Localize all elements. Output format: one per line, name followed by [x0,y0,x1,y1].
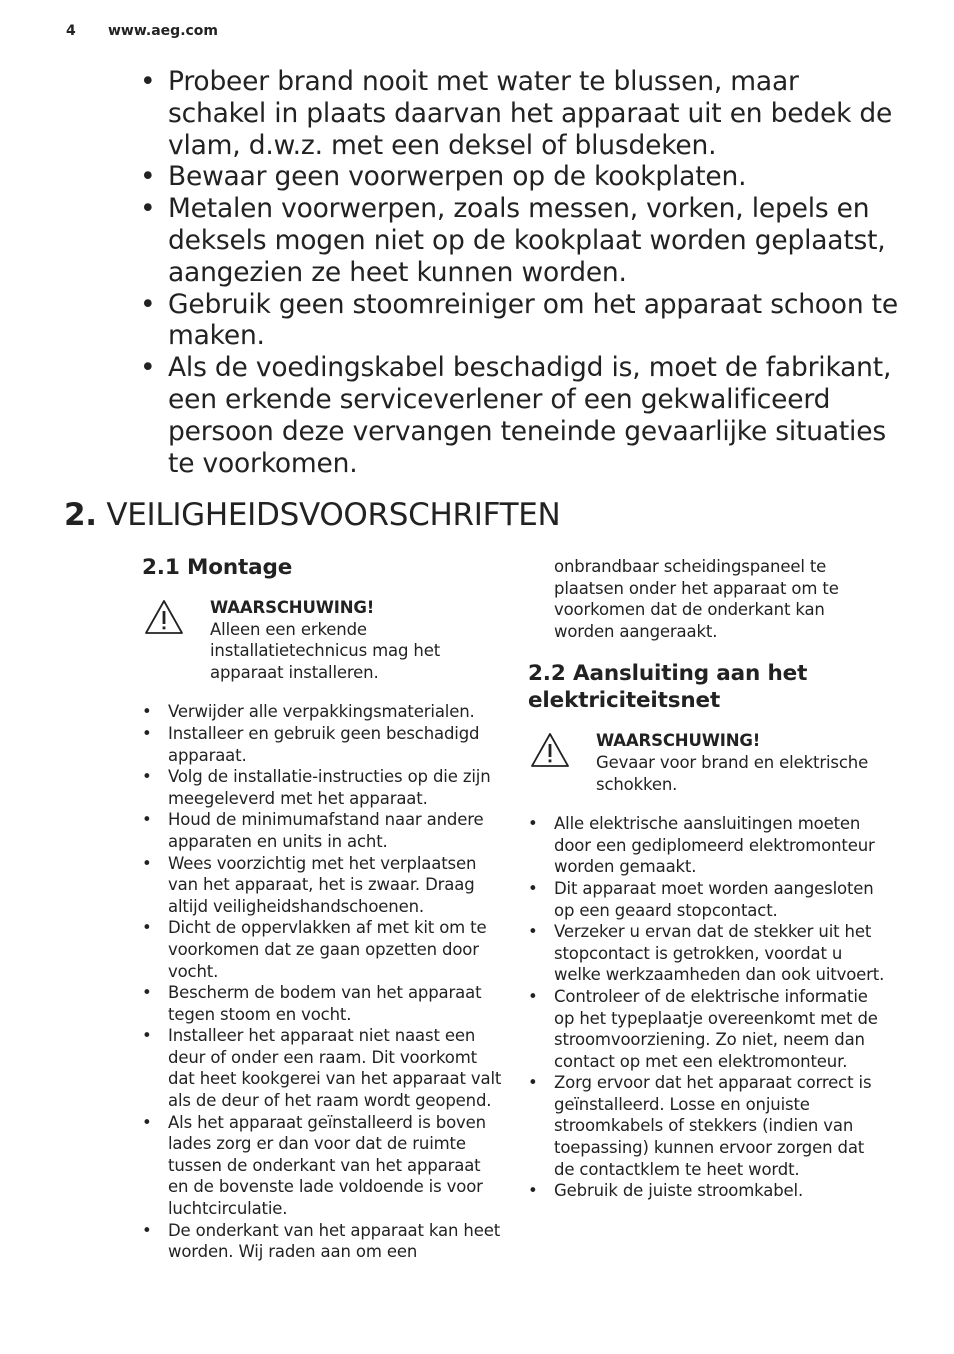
list-item: • Alle elektrische aansluitingen moeten door een gediplomeerd elektromonteur worden gemaakt. [528,813,888,878]
warning-text: Alleen een erkende installatietechnicus mag het apparaat installeren. [210,619,441,682]
section-title: VEILIGHEIDSVOORSCHRIFTEN [106,497,561,533]
list-item: • Dit apparaat moet worden aangesloten op een geaard stopcontact. [528,878,888,921]
list-item: • Bewaar geen voorwerpen op de kookplaten. [140,161,900,193]
montage-heading [142,554,502,581]
left-column [142,554,502,1263]
warning-triangle-icon [144,599,184,635]
warning-title: WAARSCHUWING! [596,731,761,751]
list-item: • De onderkant van het apparaat kan heet worden. Wij raden aan om een [142,1220,502,1263]
list-item: • Gebruik geen stoomreiniger om het apparaat schoon te maken. [140,289,900,353]
list-item: • Verwijder alle verpakkingsmaterialen. [142,701,502,723]
list-item: • Zorg ervoor dat het apparaat correct is geïnstalleerd. Losse en onjuiste stroomkabels of stekkers (indien van toepassing) kunnen ervoor zorgen dat de contactklem te heet wordt. [528,1072,888,1180]
intro-safety-list [140,66,900,479]
website-link[interactable]: www.aeg.com [108,23,219,39]
montage-list [142,701,502,1262]
warning-text: Gevaar voor brand en elektrische schokken. [596,752,869,794]
subsection-number: 2.1 [142,555,180,580]
list-item: • Dicht de oppervlakken af met kit om te voorkomen dat ze gaan opzetten door vocht. [142,917,502,982]
list-item: • Als het apparaat geïnstalleerd is boven lades zorg er dan voor dat de ruimte tussen de onderkant van het apparaat en de bovenste lade voldoende is voor luchtcirculatie. [142,1112,502,1220]
subsection-number: 2.2 [528,661,566,687]
subsection-title: Montage [186,555,293,580]
section-number: 2. [64,497,97,533]
list-item: • Houd de minimumafstand naar andere apparaten en units in acht. [142,809,502,852]
section-heading [64,497,560,533]
list-item: • Bescherm de bodem van het apparaat tegen stoom en vocht. [142,982,502,1025]
list-item: • Volg de installatie-instructies op die zijn meegeleverd met het apparaat. [142,766,502,809]
list-item: • Probeer brand nooit met water te blussen, maar schakel in plaats daarvan het apparaat uit en bedek de vlam, d.w.z. met een deksel of blusdeken. [140,66,900,161]
list-item: • Verzeker u ervan dat de stekker uit het stopcontact is getrokken, voordat u welke werkzaamheden dan ook uitvoert. [528,921,888,986]
list-item: • Controleer of de elektrische informatie op het typeplaatje overeenkomt met de stroomvoorziening. Zo niet, neem dan contact op met een elektromonteur. [528,986,888,1072]
list-item: • Installeer het apparaat niet naast een deur of onder een raam. Dit voorkomt dat heet kookgerei van het apparaat valt als de deur of het raam wordt geopend. [142,1025,502,1111]
electric-heading [528,660,888,714]
montage-continuation: onbrandbaar scheidingspaneel te plaatsen onder het apparaat om te voorkomen dat de onderkant kan worden aangeraakt. [554,557,839,641]
electric-list [528,813,888,1202]
subsection-title: Aansluiting aan het elektriciteitsnet [528,661,808,714]
list-item: • Metalen voorwerpen, zoals messen, vorken, lepels en deksels mogen niet op de kookplaat worden geplaatst, aangezien ze heet kunnen worden. [140,193,900,288]
montage-warning [142,597,502,683]
list-item: • Als de voedingskabel beschadigd is, moet de fabrikant, een erkende serviceverlener of een gekwalificeerd persoon deze vervangen teneinde gevaarlijke situaties te voorkomen. [140,352,900,479]
page-number: 4 [66,23,76,39]
list-item: • Gebruik de juiste stroomkabel. [528,1180,888,1202]
list-item: • Installeer en gebruik geen beschadigd apparaat. [142,723,502,766]
warning-triangle-icon [530,732,570,768]
right-column [528,556,888,1202]
warning-title: WAARSCHUWING! [210,598,375,617]
electric-warning [528,730,888,795]
list-item: • Wees voorzichtig met het verplaatsen van het apparaat, het is zwaar. Draag altijd veiligheidshandschoenen. [142,853,502,918]
page-header [66,23,218,39]
